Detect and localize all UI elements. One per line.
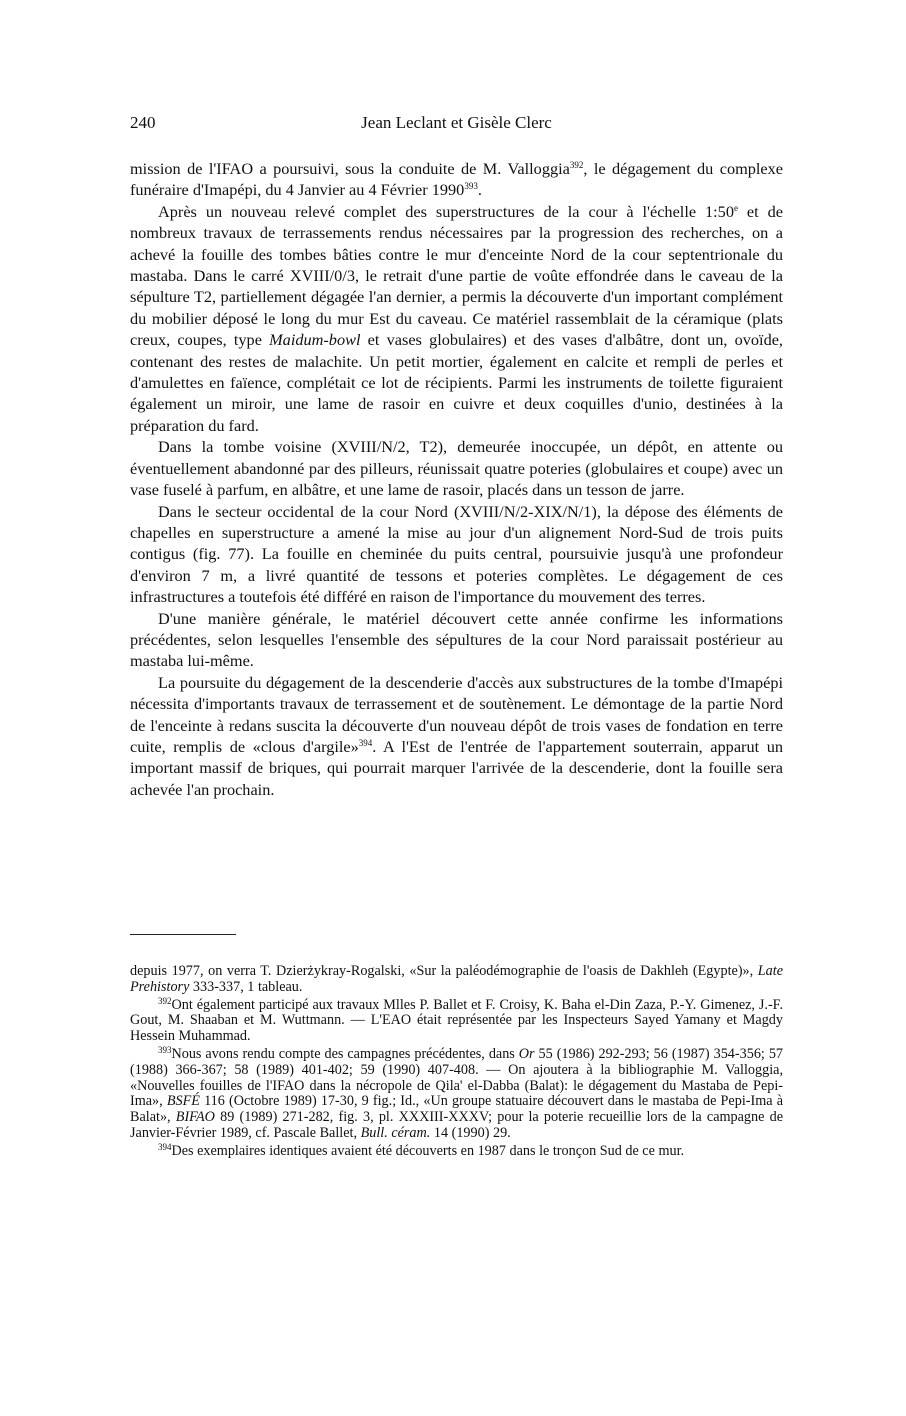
- paragraph-3: Dans la tombe voisine (XVIII/N/2, T2), demeurée inoccupée, un dépôt, en attente ou éventuellement abandonné par des pilleurs, réunissait quatre poteries (globulaires et coupe) avec un vase fuselé à parfum, en albâtre, et une lame de rasoir, placés dans un tesson de jarre.: [130, 437, 783, 500]
- page-header: [130, 113, 783, 137]
- footnote-ref-393[interactable]: 393: [464, 181, 478, 192]
- paragraph-2: Après un nouveau relevé complet des superstructures de la cour à l'échelle 1:50e et de nombreux travaux de terrassements rendus nécessaires par la progression des recherches, on a achevé la fouille des tombes bâties contre le mur d'enceinte Nord de la cour septentrionale du mastaba. Dans le carré XVIII/0/3, le retrait d'une partie de voûte effondrée dans le caveau de la sépulture T2, partiellement dégagée l'an dernier, a permis la découverte d'un important complément du mobilier déposé le long du mur Est du caveau. Ce matériel rassemblait de la céramique (plats creux, coupes, type Maidum-bowl et vases globulaires) et des vases d'albâtre, dont un, ovoïde, contenant des restes de malachite. Un petit mortier, également en calcite et rempli de perles et d'amulettes en faïence, complétait ce lot de récipients. Parmi les instruments de toilette figuraient également un miroir, une lame de rasoir en cuivre et deux coquilles d'unio, destinées à la préparation du fard.: [130, 201, 784, 435]
- paragraph-6: La poursuite du dégagement de la descenderie d'accès aux substructures de la tombe d'Imapépi nécessita d'importants travaux de terrassement et de soutènement. Le démontage de la partie Nord de l'enceinte à redans suscita la découverte d'un nouveau dépôt de trois vases de fondation en terre cuite, remplis de «clous d'argile»$^{394}$. A l'Est de l'entrée de l'appartement souterrain, apparut un important massif de briques, qui pourrait marquer l'arrivée de la descenderie, dont la fouille sera achevée l'an prochain.: [130, 672, 783, 799]
- running-head: Jean Leclant et Gisèle Clerc: [361, 113, 552, 132]
- superscript-e: e: [733, 202, 738, 213]
- body-text: [130, 158, 783, 800]
- footnote-393: $^{393}$Nous avons rendu compte des campagnes précédentes, dans Or 55 (1986) 292-293; 56 (1987) 354-356; 57 (1988) 366-367; 58 (1989) 401-402; 59 (1990) 407-408. — On ajoutera à la bibliographie M. Valloggia, «Nouvelles fouilles de l'IFAO dans la nécropole de Qila' el-Dabba (Balat): le dégagement du Mastaba de Pepi-Ima», BSFÉ 116 (Octobre 1989) 17-30, 9 fig.; Id., «Un groupe statuaire découvert dans le mastaba de Pepi-Ima à Balat», BIFAO 89 (1989) 271-282, fig. 3, pl. XXXIII-XXXV; pour la poterie recueillie lors de la campagne de Janvier-Février 1989, cf. Pascale Ballet, Bull. céram. 14 (1990) 29.: [130, 1044, 784, 1141]
- footnotes: [130, 964, 783, 1162]
- footnote-continuation: depuis 1977, on verra T. Dzierżykray-Rogalski, «Sur la paléodémographie de l'oasis de Dakhleh (Egypte)», Late Prehistory 333-337, 1 tableau.: [130, 963, 783, 995]
- footnote-ref-394[interactable]: 394: [358, 737, 373, 748]
- page-number: 240: [130, 113, 156, 132]
- footnote-number: 394: [158, 1141, 172, 1152]
- footnote-ref-392[interactable]: 392: [569, 160, 584, 170]
- footnote-number: 393: [158, 1044, 172, 1055]
- paragraph-4: Dans le secteur occidental de la cour Nord (XVIII/N/2-XIX/N/1), la dépose des éléments de chapelles en superstructure a amené la mise au jour d'un alignement Nord-Sud de trois puits contigus (fig. 77). La fouille en cheminée du puits central, poursuivie jusqu'à une profondeur d'environ 7 m, a livré quantité de tessons et poteries complètes. Le dégagement de ces infrastructures a toutefois été différé en raison de l'importance du mouvement des terres.: [130, 501, 783, 607]
- paragraph-1: mission de l'IFAO a poursuivi, sous la conduite de M. Valloggia$^{392}$, le dégagement du complexe funéraire d'Imapépi, du 4 Janvier au 4 Février 1990$^{393}$.: [130, 159, 784, 200]
- footnote-number: 392: [158, 995, 172, 1006]
- footnote-392: $^{392}$Ont également participé aux travaux Mlles P. Ballet et F. Croisy, K. Baha el-Din Zaza, P.-Y. Gimenez, J.-F. Gout, M. Shaaban et M. Wuttmann. — L'EAO était représentée par les Inspecteurs Sayed Yamany et Magdy Hessein Muhammad.: [130, 995, 783, 1045]
- footnote-separator: [130, 934, 236, 935]
- paragraph-5: D'une manière générale, le matériel découvert cette année confirme les informations précédentes, selon lesquelles l'ensemble des sépultures de la cour Nord paraissait postérieur au mastaba lui-même.: [130, 608, 783, 671]
- footnote-394: $^{394}$Des exemplaires identiques avaient été découverts en 1987 dans le tronçon Sud de ce mur.: [158, 1141, 685, 1159]
- italic-term: Maidum-bowl: [269, 330, 361, 350]
